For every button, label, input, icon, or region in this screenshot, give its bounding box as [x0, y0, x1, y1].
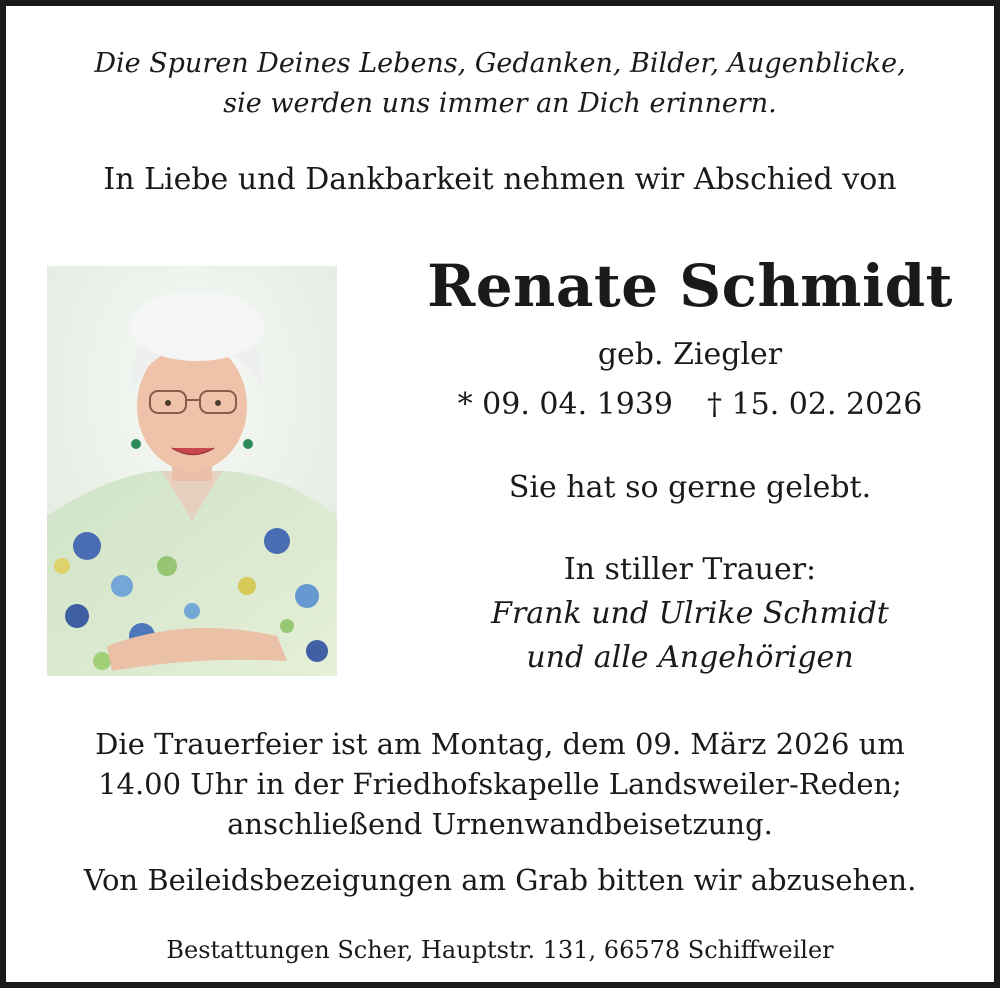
- condolence-request: Von Beileidsbezeigungen am Grab bitten wir abzusehen.: [83, 863, 917, 897]
- death-date: † 15. 02. 2026: [707, 387, 923, 422]
- mourners-line-2: und alle Angehörigen: [526, 640, 854, 675]
- mourners-heading: In stiller Trauer:: [563, 552, 817, 587]
- mourners-line-1: Frank und Ulrike Schmidt: [491, 596, 889, 631]
- service-line-3: anschließend Urnenwandbeisetzung.: [227, 807, 773, 841]
- undertaker-info: Bestattungen Scher, Hauptstr. 131, 66578 Schiffweiler: [166, 936, 834, 964]
- motto: [0, 44, 1000, 124]
- life-dates: [340, 387, 1000, 422]
- motto-line-1: Die Spuren Deines Lebens, Gedanken, Bilder, Augenblicke,: [94, 48, 906, 79]
- intro-text: In Liebe und Dankbarkeit nehmen wir Abschied von: [103, 162, 897, 197]
- birth-date: * 09. 04. 1939: [457, 387, 673, 422]
- service-line-2: 14.00 Uhr in der Friedhofskapelle Landsweiler-Reden;: [98, 767, 902, 801]
- portrait-photo: [47, 266, 337, 676]
- motto-line-2: sie werden uns immer an Dich erinnern.: [223, 88, 777, 119]
- memorial-quote: Sie hat so gerne gelebt.: [508, 470, 872, 505]
- service-details: [0, 724, 1000, 844]
- service-line-1: Die Trauerfeier ist am Montag, dem 09. März 2026 um: [95, 727, 905, 761]
- deceased-name: Renate Schmidt: [427, 252, 953, 320]
- mourners-list: [340, 592, 1000, 680]
- birth-name: geb. Ziegler: [597, 337, 783, 372]
